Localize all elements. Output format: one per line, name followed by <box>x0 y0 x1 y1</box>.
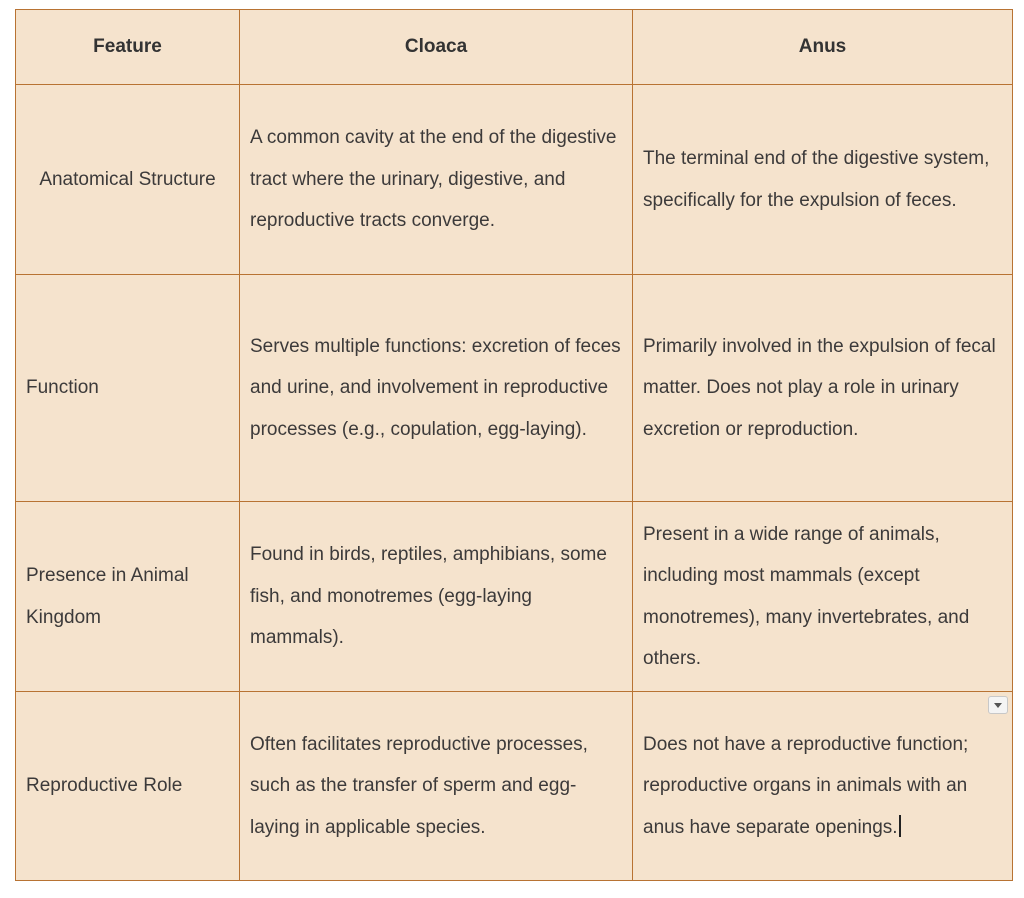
comparison-table <box>15 9 1013 881</box>
cell-cloaca[interactable]: A common cavity at the end of the digestive tract where the urinary, digestive, and reproductive tracts converge. <box>240 85 633 275</box>
text-cursor <box>899 815 901 837</box>
cell-anus-text[interactable]: Does not have a reproductive function; reproductive organs in animals with an anus have separate openings. <box>643 733 969 838</box>
cell-anus[interactable]: Present in a wide range of animals, including most mammals (except monotremes), many invertebrates, and others. <box>633 502 1013 692</box>
cell-feature[interactable]: Presence in Animal Kingdom <box>16 502 240 692</box>
comparison-table-container <box>15 9 1013 881</box>
cell-cloaca[interactable]: Found in birds, reptiles, amphibians, some fish, and monotremes (egg-laying mammals). <box>240 502 633 692</box>
table-row <box>16 692 1013 881</box>
header-row <box>16 10 1013 85</box>
cell-cloaca[interactable]: Often facilitates reproductive processes, such as the transfer of sperm and egg-laying in applicable species. <box>240 692 633 881</box>
cell-anus[interactable]: The terminal end of the digestive system, specifically for the expulsion of feces. <box>633 85 1013 275</box>
header-feature[interactable]: Feature <box>16 10 240 85</box>
cell-feature[interactable]: Reproductive Role <box>16 692 240 881</box>
cell-anus-active[interactable] <box>633 692 1013 881</box>
table-row <box>16 85 1013 275</box>
cell-cloaca[interactable]: Serves multiple functions: excretion of feces and urine, and involvement in reproductive processes (e.g., copulation, egg-laying). <box>240 275 633 502</box>
cell-feature[interactable]: Anatomical Structure <box>16 85 240 275</box>
table-row <box>16 502 1013 692</box>
cell-anus[interactable]: Primarily involved in the expulsion of fecal matter. Does not play a role in urinary excretion or reproduction. <box>633 275 1013 502</box>
header-anus[interactable]: Anus <box>633 10 1013 85</box>
table-row <box>16 275 1013 502</box>
cell-feature[interactable]: Function <box>16 275 240 502</box>
chevron-down-icon[interactable] <box>988 696 1008 714</box>
header-cloaca[interactable]: Cloaca <box>240 10 633 85</box>
